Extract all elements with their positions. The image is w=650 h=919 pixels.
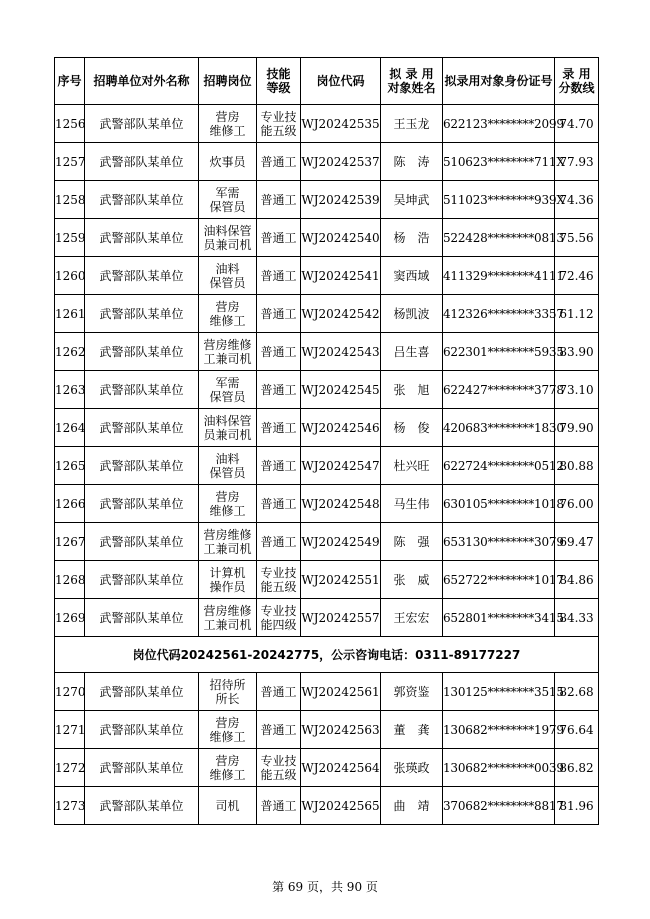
header-cell: 拟 录 用 对象姓名	[381, 58, 443, 105]
skill-level: 普通工	[257, 711, 301, 749]
row-number: 1269	[55, 599, 85, 637]
post-code: WJ20242551	[301, 561, 381, 599]
section-separator-row	[55, 637, 599, 673]
table-row	[55, 561, 599, 599]
post-name: 营房维修 工兼司机	[199, 333, 257, 371]
post-name: 油料 保管员	[199, 257, 257, 295]
candidate-name: 杨凯波	[381, 295, 443, 333]
table-row	[55, 523, 599, 561]
id-number: 653130********3079	[443, 523, 555, 561]
row-number: 1261	[55, 295, 85, 333]
post-name: 营房维修 工兼司机	[199, 523, 257, 561]
table-row	[55, 333, 599, 371]
post-code: WJ20242540	[301, 219, 381, 257]
table-row	[55, 409, 599, 447]
unit-name: 武警部队某单位	[85, 599, 199, 637]
score-line: 76.00	[555, 485, 599, 523]
table-row	[55, 749, 599, 787]
post-name: 营房 维修工	[199, 295, 257, 333]
unit-name: 武警部队某单位	[85, 371, 199, 409]
id-number: 630105********1018	[443, 485, 555, 523]
score-line: 76.64	[555, 711, 599, 749]
skill-level: 普通工	[257, 181, 301, 219]
table-row	[55, 257, 599, 295]
id-number: 130125********3515	[443, 673, 555, 711]
id-number: 622301********5935	[443, 333, 555, 371]
row-number: 1270	[55, 673, 85, 711]
unit-name: 武警部队某单位	[85, 219, 199, 257]
row-number: 1262	[55, 333, 85, 371]
header-row	[55, 58, 599, 105]
candidate-name: 郭资鉴	[381, 673, 443, 711]
unit-name: 武警部队某单位	[85, 749, 199, 787]
skill-level: 专业技 能五级	[257, 561, 301, 599]
candidate-name: 杨 浩	[381, 219, 443, 257]
post-code: WJ20242547	[301, 447, 381, 485]
id-number: 130682********1979	[443, 711, 555, 749]
row-number: 1266	[55, 485, 85, 523]
post-code: WJ20242563	[301, 711, 381, 749]
table-body-1	[55, 105, 599, 637]
score-line: 82.68	[555, 673, 599, 711]
post-code: WJ20242546	[301, 409, 381, 447]
score-line: 80.88	[555, 447, 599, 485]
candidate-name: 吴坤武	[381, 181, 443, 219]
skill-level: 普通工	[257, 409, 301, 447]
post-name: 营房 维修工	[199, 485, 257, 523]
candidate-name: 曲 靖	[381, 787, 443, 825]
post-code: WJ20242542	[301, 295, 381, 333]
unit-name: 武警部队某单位	[85, 673, 199, 711]
skill-level: 普通工	[257, 143, 301, 181]
post-name: 招待所 所长	[199, 673, 257, 711]
unit-name: 武警部队某单位	[85, 181, 199, 219]
id-number: 652801********3415	[443, 599, 555, 637]
post-code: WJ20242535	[301, 105, 381, 143]
id-number: 622427********3778	[443, 371, 555, 409]
candidate-name: 吕生喜	[381, 333, 443, 371]
candidate-name: 陈 强	[381, 523, 443, 561]
table-row	[55, 673, 599, 711]
skill-level: 专业技 能四级	[257, 599, 301, 637]
id-number: 411329********4111	[443, 257, 555, 295]
candidate-name: 马生伟	[381, 485, 443, 523]
separator-body	[55, 637, 599, 673]
candidate-name: 王玉龙	[381, 105, 443, 143]
post-name: 炊事员	[199, 143, 257, 181]
row-number: 1272	[55, 749, 85, 787]
id-number: 652722********1017	[443, 561, 555, 599]
skill-level: 普通工	[257, 447, 301, 485]
row-number: 1259	[55, 219, 85, 257]
candidate-name: 张瑛政	[381, 749, 443, 787]
unit-name: 武警部队某单位	[85, 143, 199, 181]
skill-level: 普通工	[257, 333, 301, 371]
row-number: 1265	[55, 447, 85, 485]
row-number: 1273	[55, 787, 85, 825]
score-line: 79.90	[555, 409, 599, 447]
id-number: 511023********939X	[443, 181, 555, 219]
header-cell: 招聘单位对外名称	[85, 58, 199, 105]
page-footer: 第 69 页，共 90 页	[272, 880, 378, 894]
unit-name: 武警部队某单位	[85, 523, 199, 561]
skill-level: 普通工	[257, 485, 301, 523]
post-name: 司机	[199, 787, 257, 825]
post-code: WJ20242557	[301, 599, 381, 637]
row-number: 1268	[55, 561, 85, 599]
score-line: 84.33	[555, 599, 599, 637]
unit-name: 武警部队某单位	[85, 257, 199, 295]
post-name: 军需 保管员	[199, 371, 257, 409]
recruitment-table	[54, 57, 599, 825]
post-name: 油料 保管员	[199, 447, 257, 485]
table-row	[55, 447, 599, 485]
unit-name: 武警部队某单位	[85, 561, 199, 599]
table-row	[55, 485, 599, 523]
unit-name: 武警部队某单位	[85, 409, 199, 447]
id-number: 370682********8817	[443, 787, 555, 825]
id-number: 622123********2099	[443, 105, 555, 143]
score-line: 73.10	[555, 371, 599, 409]
post-code: WJ20242539	[301, 181, 381, 219]
skill-level: 普通工	[257, 219, 301, 257]
skill-level: 普通工	[257, 257, 301, 295]
id-number: 510623********711X	[443, 143, 555, 181]
row-number: 1267	[55, 523, 85, 561]
candidate-name: 张 威	[381, 561, 443, 599]
header-cell: 录 用 分数线	[555, 58, 599, 105]
table-row	[55, 219, 599, 257]
header-cell: 岗位代码	[301, 58, 381, 105]
post-name: 军需 保管员	[199, 181, 257, 219]
score-line: 72.46	[555, 257, 599, 295]
post-name: 计算机 操作员	[199, 561, 257, 599]
score-line: 86.82	[555, 749, 599, 787]
id-number: 130682********0039	[443, 749, 555, 787]
table-row	[55, 371, 599, 409]
row-number: 1257	[55, 143, 85, 181]
header-cell: 招聘岗位	[199, 58, 257, 105]
row-number: 1263	[55, 371, 85, 409]
post-code: WJ20242548	[301, 485, 381, 523]
candidate-name: 陈 涛	[381, 143, 443, 181]
post-name: 营房 维修工	[199, 105, 257, 143]
skill-level: 普通工	[257, 787, 301, 825]
header-cell: 序号	[55, 58, 85, 105]
post-code: WJ20242537	[301, 143, 381, 181]
table-body-2	[55, 673, 599, 825]
skill-level: 普通工	[257, 673, 301, 711]
id-number: 420683********1830	[443, 409, 555, 447]
section-separator: 岗位代码20242561-20242775，公示咨询电话：0311-89177227	[55, 637, 599, 673]
post-code: WJ20242561	[301, 673, 381, 711]
header-cell: 拟录用对象身份证号	[443, 58, 555, 105]
candidate-name: 张 旭	[381, 371, 443, 409]
candidate-name: 王宏宏	[381, 599, 443, 637]
unit-name: 武警部队某单位	[85, 787, 199, 825]
candidate-name: 董 龚	[381, 711, 443, 749]
score-line: 61.12	[555, 295, 599, 333]
score-line: 74.70	[555, 105, 599, 143]
row-number: 1264	[55, 409, 85, 447]
candidate-name: 杜兴旺	[381, 447, 443, 485]
skill-level: 普通工	[257, 371, 301, 409]
id-number: 412326********3357	[443, 295, 555, 333]
post-name: 营房 维修工	[199, 711, 257, 749]
unit-name: 武警部队某单位	[85, 485, 199, 523]
score-line: 77.93	[555, 143, 599, 181]
skill-level: 专业技 能五级	[257, 749, 301, 787]
post-name: 油料保管 员兼司机	[199, 219, 257, 257]
unit-name: 武警部队某单位	[85, 711, 199, 749]
row-number: 1271	[55, 711, 85, 749]
candidate-name: 杨 俊	[381, 409, 443, 447]
post-code: WJ20242543	[301, 333, 381, 371]
post-code: WJ20242549	[301, 523, 381, 561]
table-row	[55, 295, 599, 333]
id-number: 622724********0512	[443, 447, 555, 485]
table-row	[55, 105, 599, 143]
row-number: 1260	[55, 257, 85, 295]
id-number: 522428********0813	[443, 219, 555, 257]
post-name: 营房维修 工兼司机	[199, 599, 257, 637]
post-code: WJ20242565	[301, 787, 381, 825]
post-code: WJ20242545	[301, 371, 381, 409]
post-code: WJ20242541	[301, 257, 381, 295]
row-number: 1258	[55, 181, 85, 219]
table-row	[55, 711, 599, 749]
candidate-name: 窦西域	[381, 257, 443, 295]
skill-level: 普通工	[257, 523, 301, 561]
unit-name: 武警部队某单位	[85, 295, 199, 333]
table-row	[55, 599, 599, 637]
skill-level: 专业技 能五级	[257, 105, 301, 143]
score-line: 81.96	[555, 787, 599, 825]
unit-name: 武警部队某单位	[85, 333, 199, 371]
post-name: 油料保管 员兼司机	[199, 409, 257, 447]
row-number: 1256	[55, 105, 85, 143]
post-name: 营房 维修工	[199, 749, 257, 787]
unit-name: 武警部队某单位	[85, 105, 199, 143]
score-line: 69.47	[555, 523, 599, 561]
table-row	[55, 143, 599, 181]
skill-level: 普通工	[257, 295, 301, 333]
score-line: 83.90	[555, 333, 599, 371]
score-line: 75.56	[555, 219, 599, 257]
score-line: 74.36	[555, 181, 599, 219]
table-row	[55, 181, 599, 219]
header-cell: 技能 等级	[257, 58, 301, 105]
post-code: WJ20242564	[301, 749, 381, 787]
table-row	[55, 787, 599, 825]
score-line: 84.86	[555, 561, 599, 599]
unit-name: 武警部队某单位	[85, 447, 199, 485]
